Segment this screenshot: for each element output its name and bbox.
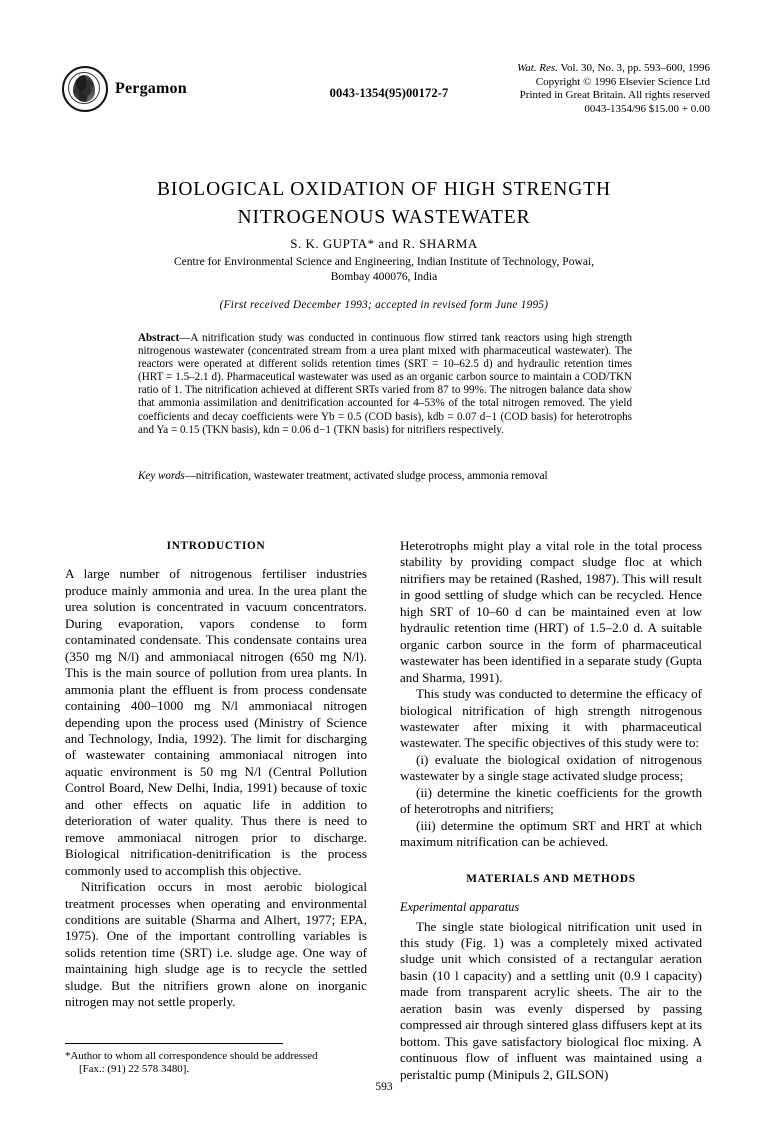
publisher-name: Pergamon (115, 80, 187, 97)
paragraph: The single state biological nitrification unit used in this study (Fig. 1) was a completely mixed activated sludge unit which consisted of a rectangular aeration basin (10 l capacity) and a settling unit (0.9 l capacity) made from transparent acrylic sheets. The air to the aeration basin was evenly dispersed by passing compressed air through sintered glass diffusers kept at its bottom. This gave satisfactory biological floc mixing. A continuous flow of influent was maintained using a peristaltic pump (Minipuls 2, GILSON) (400, 918, 702, 1082)
abstract (138, 332, 632, 437)
paragraph: Heterotrophs might play a vital role in the total process stability by providing compact sludge floc at which nitrifiers may be retained (Rashed, 1987). This will result in good settling of sludge which can be recycled. Hence high SRT of 10–60 d can be maintained even at low hydraulic retention time (HRT) of 1.5–2.0 d. A suitable organic carbon source in the form of pharmaceutical wastewater has been identified in a separate study (Gupta and Sharma, 1991). (400, 538, 702, 685)
abstract-dash: — (179, 332, 191, 344)
issn-price-line: 0043-1354/96 $15.00 + 0.00 (584, 102, 710, 115)
objective-item: (iii) determine the optimum SRT and HRT at which maximum nitrification can be achieved. (400, 817, 702, 850)
journal-volume-pages: Vol. 30, No. 3, pp. 593–600, 1996 (557, 62, 710, 74)
received-accepted-dates: (First received December 1993; accepted in revised form June 1995) (219, 299, 549, 311)
objective-item: (ii) determine the kinetic coefficients for the growth of heterotrophs and nitrifiers; (400, 784, 702, 817)
pergamon-logo-icon (62, 66, 108, 112)
affiliation-line-1: Centre for Environmental Science and Engineering, Indian Institute of Technology, Powai, (173, 255, 595, 268)
affiliation-line-2: Bombay 400076, India (330, 269, 438, 283)
keywords-label: Key words (138, 470, 185, 482)
footnote-line-2: [Fax.: (91) 22 578 3480]. (79, 1063, 190, 1076)
keywords-text: nitrification, wastewater treatment, activated sludge process, ammonia removal (195, 470, 548, 482)
journal-info (517, 62, 710, 116)
keywords-dash: — (184, 470, 196, 482)
subsection-heading-experimental-apparatus: Experimental apparatus (400, 900, 520, 915)
keywords (138, 470, 632, 483)
abstract-text: A nitrification study was conducted in continuous flow stirred tank reactors using high strength nitrogenous wastewater (concentrated stream from a urea plant mixed with pharmaceutical wastewater). The reactors were operated at different solids retention times (SRT = 10–62.5 d) and hydraulic retention times (HRT = 1.5–2.1 d). Pharmaceutical wastewater was used as an organic carbon source to maintain a COD/TKN ratio of 1. The nitrification achieved at different SRTs varied from 87 to 99%. The nitrogen balance data show that ammonia assimilation and denitrification accounted for 4–53% of the total nitrogen removed. The yield coefficients and decay coefficients were Yb = 0.5 (COD basis), kdb = 0.07 d−1 (COD basis) for heterotrophs and Ya = 0.15 (TKN basis), kdn = 0.06 d−1 (TKN basis) for nitrifiers respectively. (138, 332, 632, 436)
footnote-line-1: *Author to whom all correspondence should be addressed (65, 1050, 318, 1062)
journal-citation-line (517, 62, 710, 76)
section-heading-introduction: INTRODUCTION (166, 540, 266, 552)
affiliation (84, 255, 684, 284)
footnote (65, 1050, 370, 1077)
section-heading-materials-and-methods: MATERIALS AND METHODS (466, 872, 636, 885)
objective-item: (i) evaluate the biological oxidation of nitrogenous wastewater by a single stage activated sludge process; (400, 751, 702, 784)
paragraph: A large number of nitrogenous fertiliser industries produce mainly ammonia and urea. In the urea plant the urea solution is concentrated in vacuum concentrators. During evaporation, vapors condense to form contaminated condensate. This condensate contains urea (350 mg N/l) and ammoniacal nitrogen (650 mg N/l). This is the main source of pollution from urea plants. In ammonia plant the effluent is from process condensate containing 400–1000 mg N/l ammoniacal nitrogen depending upon the process used (Ministry of Science and Technology, India, 1992). The limit for discharging of wastewater containing ammoniacal nitrogen into aquatic environment is 50 mg N/l (Central Pollution Control Board, New Delhi, India, 1991) because of toxic and other effects on aquatic life in addition to deterioration of water quality. Thus there is need to remove ammoniacal nitrogen prior to discharge. Biological nitrification-denitrification is the process commonly used to accomplish this objective. (65, 566, 367, 878)
page-number: 593 (375, 1081, 393, 1093)
column-right (400, 538, 702, 1083)
publisher-logo-block (62, 66, 187, 112)
title-line-1: BIOLOGICAL OXIDATION OF HIGH STRENGTH (157, 179, 611, 200)
title-line-2: NITROGENOUS WASTEWATER (237, 207, 531, 228)
paragraph: This study was conducted to determine the efficacy of biological nitrification of high strength nitrogenous wastewater after mixing it with pharmaceutical wastewater. The specific objectives of this study were to: (400, 686, 702, 751)
column-left (65, 538, 367, 1011)
pergamon-head-glyph (73, 75, 95, 102)
printed-line: Printed in Great Britain. All rights reserved (519, 89, 710, 102)
footnote-divider (65, 1043, 283, 1044)
page-title (84, 176, 684, 232)
masthead (62, 62, 710, 122)
copyright-line: Copyright © 1996 Elsevier Science Ltd (535, 75, 710, 88)
journal-abbrev: Wat. Res. (517, 62, 558, 74)
paragraph: Nitrification occurs in most aerobic biological treatment processes when operating and environmental conditions are suitable (Sharma and Alhert, 1977; EPA, 1975). One of the important controlling variables is solids retention time (SRT) i.e. sludge age. One way of maintaining high sludge age is to recycle the settled sludge. But the nitrifiers grown alone on inorganic nitrogen may not settle properly. (65, 879, 367, 1010)
article-pii: 0043-1354(95)00172-7 (329, 86, 449, 100)
author-list: S. K. GUPTA* and R. SHARMA (290, 236, 478, 251)
abstract-label: Abstract (138, 332, 180, 344)
